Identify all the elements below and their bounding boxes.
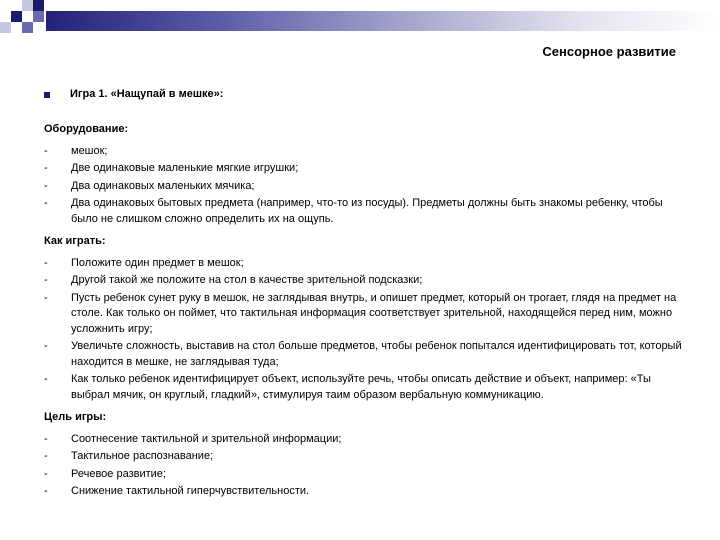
list-item: - Два одинаковых маленьких мячика;: [44, 179, 686, 195]
section-heading: Цель игры:: [44, 411, 107, 423]
list-item: - Как только ребенок идентифицирует объект, используйте речь, чтобы описать действие и объект, например: «Ты выбрал мячик, он круглый, гладкий», стимулируя таим образом вербальную коммуникацию.: [44, 372, 686, 403]
list-item: - Две одинаковые маленькие мягкие игрушки;: [44, 161, 686, 177]
list-item: - Другой такой же положите на стол в качестве зрительной подсказки;: [44, 273, 686, 289]
content-body: [44, 122, 686, 507]
header-decoration: [0, 0, 720, 36]
decor-square: [22, 22, 33, 33]
equipment-list: [44, 144, 686, 228]
how-to-play-list: [44, 256, 686, 404]
list-item: - Снижение тактильной гиперчувствительности.: [44, 484, 686, 500]
slide-title: Сенсорное развитие: [542, 44, 676, 59]
section-equipment: [44, 122, 686, 227]
game-title-text: Игра 1. «Нащупай в мешке»:: [70, 88, 224, 100]
list-item: - Положите один предмет в мешок;: [44, 256, 686, 272]
list-item: - Два одинаковых бытовых предмета (например, что-то из посуды). Предметы должны быть знакомы ребенку, чтобы было не слишком сложно определить их на ощупь.: [44, 196, 686, 227]
decor-square: [33, 11, 44, 22]
list-item: - Пусть ребенок сунет руку в мешок, не заглядывая внутрь, и опишет предмет, который он трогает, глядя на предмет на столе. Как только он поймет, что тактильная информация соответствует зрительной, находящейся перед ним, можно усложнить игру;: [44, 291, 686, 338]
section-goal: [44, 410, 686, 500]
list-item: - Увеличьте сложность, выставив на стол больше предметов, чтобы ребенок попытался идентифицировать тот, который находится в мешке, не заглядывая туда;: [44, 339, 686, 370]
decor-square: [22, 0, 33, 11]
section-how-to-play: [44, 234, 686, 403]
list-item: - Речевое развитие;: [44, 467, 686, 483]
list-item: - Соотнесение тактильной и зрительной информации;: [44, 432, 686, 448]
list-item: - Тактильное распознавание;: [44, 449, 686, 465]
decor-square: [11, 11, 22, 22]
decor-square: [0, 22, 11, 33]
game-title: [44, 88, 223, 100]
section-heading: Оборудование:: [44, 123, 129, 135]
header-gradient-bar: [46, 11, 720, 31]
decor-square: [33, 0, 44, 11]
goal-list: [44, 432, 686, 500]
list-item: - мешок;: [44, 144, 686, 160]
section-heading: Как играть:: [44, 235, 106, 247]
